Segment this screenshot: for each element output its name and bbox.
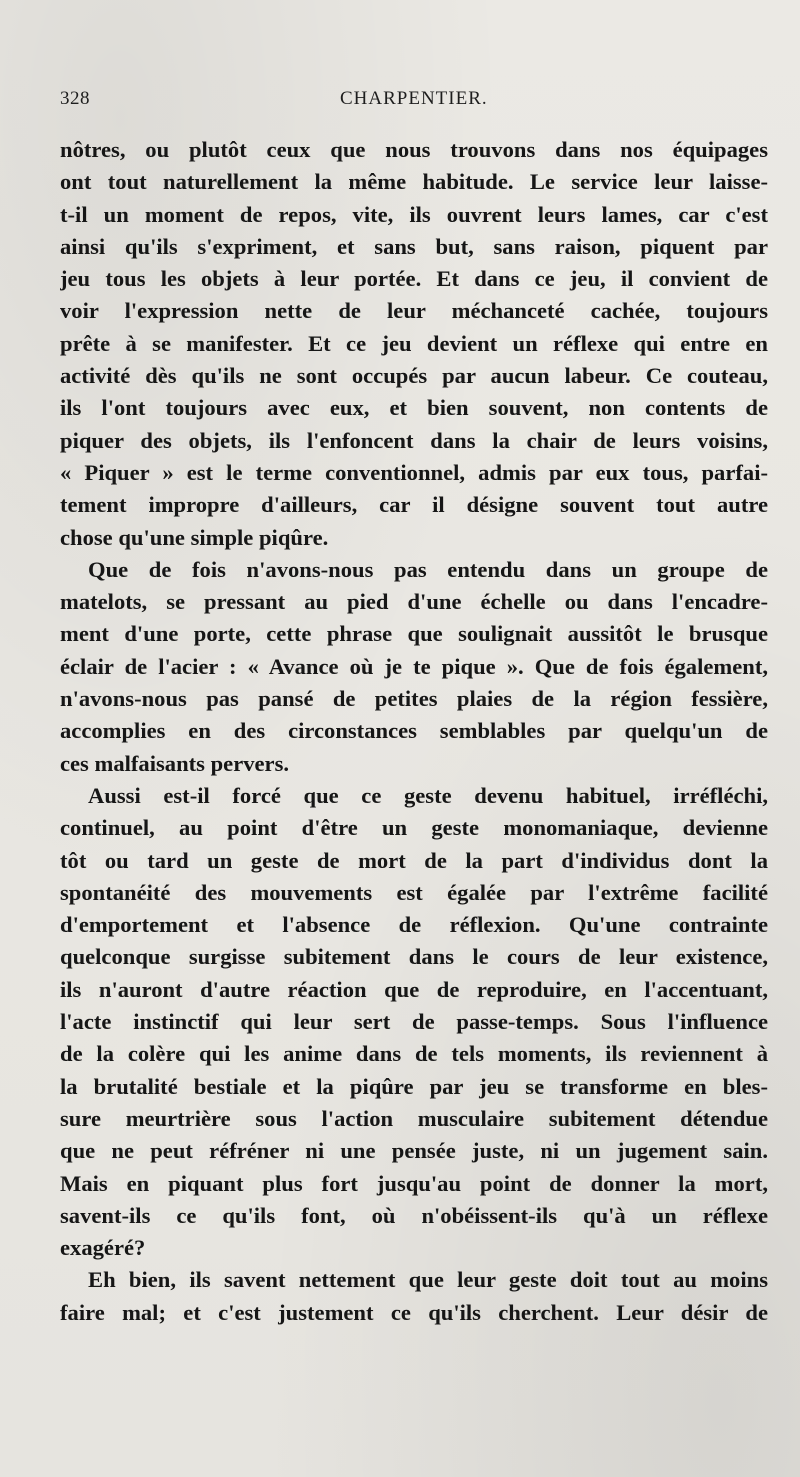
text-line: l'acte instinctif qui leur sert de passe-temps. Sous l'influence	[60, 1009, 768, 1035]
text-line: sure meurtrière sous l'action musculaire subitement détendue	[60, 1105, 768, 1131]
text-line: que ne peut réfréner ni une pensée juste, ni un jugement sain.	[60, 1138, 768, 1164]
text-line: d'emportement et l'absence de réflexion. Qu'une contrainte	[60, 912, 768, 938]
text-line: jeu tous les objets à leur portée. Et dans ce jeu, il convient de	[60, 266, 768, 292]
text-line: ainsi qu'ils s'expriment, et sans but, sans raison, piquent par	[60, 233, 768, 259]
page-number: 328	[60, 88, 90, 109]
text-line: ont tout naturellement la même habitude. Le service leur laisse-	[60, 169, 768, 195]
text-line: tement impropre d'ailleurs, car il désigne souvent tout autre	[60, 492, 768, 518]
text-line: éclair de l'acier : « Avance où je te pique ». Que de fois également,	[60, 653, 768, 679]
text-line: faire mal; et c'est justement ce qu'ils cherchent. Leur désir de	[60, 1299, 768, 1325]
text-line: piquer des objets, ils l'enfoncent dans la chair de leurs voisins,	[60, 427, 768, 453]
running-head: CHARPENTIER.	[340, 88, 488, 109]
text-line: continuel, au point d'être un geste monomaniaque, devienne	[60, 815, 768, 841]
text-line: Eh bien, ils savent nettement que leur geste doit tout au moins	[88, 1267, 768, 1293]
text-line: la brutalité bestiale et la piqûre par jeu se transforme en bles-	[60, 1073, 768, 1099]
text-line: spontanéité des mouvements est égalée par l'extrême facilité	[60, 879, 768, 905]
text-line: ces malfaisants pervers.	[60, 750, 290, 776]
text-line: exagéré?	[60, 1235, 146, 1261]
text-line: n'avons-nous pas pansé de petites plaies de la région fessière,	[60, 686, 768, 712]
text-line: prête à se manifester. Et ce jeu devient un réflexe qui entre en	[60, 330, 768, 356]
text-line: ils n'auront d'autre réaction que de reproduire, en l'accentuant,	[60, 976, 768, 1002]
text-line: tôt ou tard un geste de mort de la part d'individus dont la	[60, 847, 768, 873]
text-line: accomplies en des circonstances semblables par quelqu'un de	[60, 718, 768, 744]
text-line: nôtres, ou plutôt ceux que nous trouvons dans nos équipages	[60, 137, 768, 162]
page-header	[60, 88, 780, 118]
body-text	[60, 134, 768, 1329]
text-line: Mais en piquant plus fort jusqu'au point de donner la mort,	[60, 1170, 768, 1196]
text-line: savent-ils ce qu'ils font, où n'obéissent-ils qu'à un réflexe	[60, 1202, 768, 1228]
text-line: ils l'ont toujours avec eux, et bien souvent, non contents de	[60, 395, 768, 421]
text-line: quelconque surgisse subitement dans le cours de leur existence,	[60, 944, 768, 970]
text-line: voir l'expression nette de leur méchanceté cachée, toujours	[60, 298, 768, 324]
text-line: matelots, se pressant au pied d'une échelle ou dans l'encadre-	[60, 589, 768, 615]
text-line: t-il un moment de repos, vite, ils ouvrent leurs lames, car c'est	[60, 201, 768, 227]
text-line: « Piquer » est le terme conventionnel, admis par eux tous, parfai-	[60, 459, 768, 485]
text-line: Aussi est-il forcé que ce geste devenu habituel, irréfléchi,	[88, 782, 768, 808]
text-line: chose qu'une simple piqûre.	[60, 524, 329, 550]
text-line: de la colère qui les anime dans de tels moments, ils reviennent à	[60, 1041, 768, 1067]
text-line: ment d'une porte, cette phrase que soulignait aussitôt le brusque	[60, 621, 768, 647]
text-line: activité dès qu'ils ne sont occupés par aucun labeur. Ce couteau,	[60, 363, 768, 389]
text-line: Que de fois n'avons-nous pas entendu dans un groupe de	[88, 556, 768, 582]
